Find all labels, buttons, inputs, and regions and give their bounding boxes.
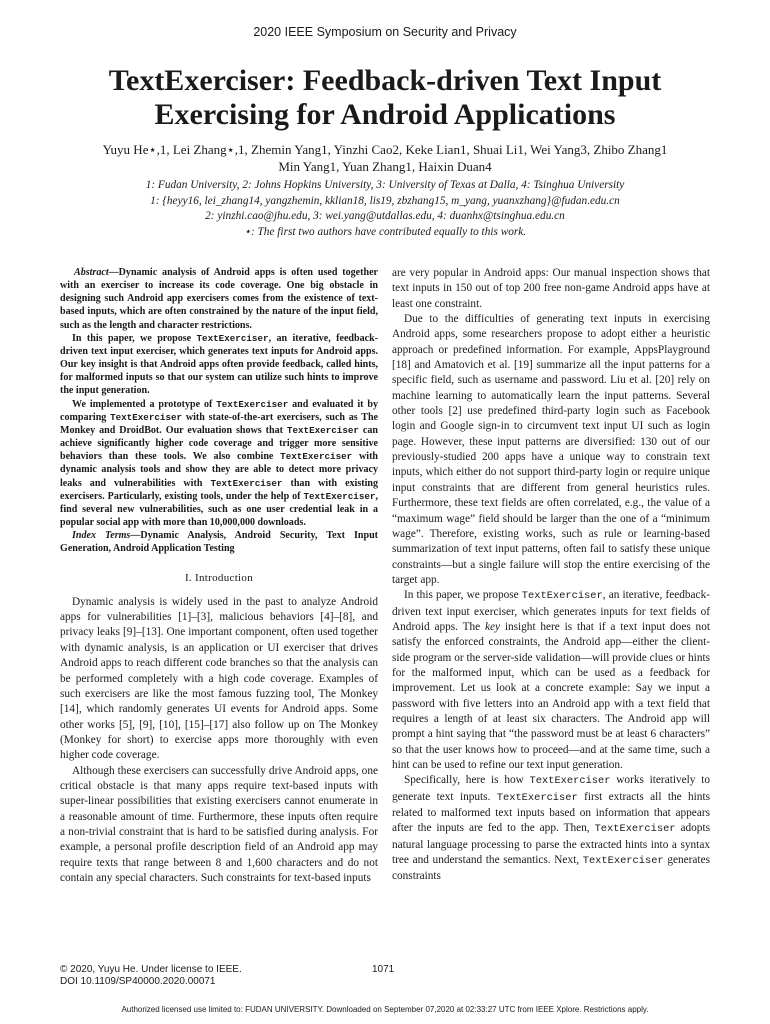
right-column [392,266,710,885]
section-heading-introduction: I. Introduction [184,572,254,585]
intro-paragraph-2-continued: are very popular in Android apps: Our manual inspection shows that text inputs in 150 out of top 200 free non-game Android apps have at least one constraint. [392,267,710,310]
tool-name: TextExerciser [594,823,676,836]
abstract-paragraph-1: Abstract—Dynamic analysis of Android apps is often used together with an exerciser to increase its code coverage. One big obstacle in designing such Android app exercisers comes from the existence of text-based inputs, which are often constrained by the nature of the input field, such as the length and character restrictions. [60,267,378,331]
footer-copyright [60,964,242,988]
affiliation-line-1: 1: Fudan University, 2: Johns Hopkins University, 3: University of Texas at Dalla, 4: Tsinghua University [145,179,625,191]
intro-paragraph-2: Although these exercisers can successfully drive Android apps, one critical obstacle is that many apps require text-based inputs with super-linear possibilities that existing exercisers cannot enumerate in a reasonable amount of time. Furthermore, these inputs often require a non-trivial constraint that is hard to be satisfied during analysis. For example, a personal profile description field of an Android app may require texts that range between 8 and 1,600 characters and do not contain any special characters. Such constraints for text-based inputs [60,764,378,884]
tool-name: TextExerciser [210,477,283,489]
intro-paragraph-5: Specifically, here is how TextExerciser works iteratively to generate text inputs. TextExerciser first extracts all the hints related to malformed text inputs based on information that appears after the inputs are fed to the app. Then, TextExerciser adopts natural language processing to parse the extracted hints into a syntax tree and understand the semantics. Next, TextExerciser generates constraints [392,774,710,883]
intro-paragraph-4: In this paper, we propose TextExerciser, an iterative, feedback-driven text input exerciser, which generates inputs for text fields of Android apps. The key insight here is that if a text input does not satisfy the enforced constraints, the Android app—either the client-side program or the server-side validation—will provide clues or hints for the malformed input, which can be used as a feedback for improvement. Let us look at a concrete example: Say we input a password with five letters into an Android app with a text field that requires a length of at least six characters. The Android app will prompt a hint saying that “the password must be at least 6 characters” so that the user knows how to proceed—and at the same time, such a hint can be used to refine our text input generation. [392,589,710,771]
venue-header: 2020 IEEE Symposium on Security and Privacy [253,25,517,39]
page-number: 1071 [372,964,395,975]
abstract [60,266,378,555]
tool-name: TextExerciser [280,451,353,463]
intro-body-left [60,595,378,887]
doi-line: DOI 10.1109/SP40000.2020.00071 [60,976,216,987]
tool-name: TextExerciser [582,855,664,868]
copyright-line: © 2020, Yuyu He. Under license to IEEE. [60,964,242,975]
left-column [60,266,378,886]
affiliation-line-3: 2: yinzhi.cao@jhu.edu, 3: wei.yang@utdallas.edu, 4: duanhx@tsinghua.edu.cn [205,210,565,223]
author-list [60,141,710,175]
license-notice: Authorized licensed use limited to: FUDAN UNIVERSITY. Downloaded on September 07,2020 at 02:33:27 UTC from IEEE Xplore. Restrictions apply. [121,1005,649,1014]
tool-name: TextExerciser [216,398,289,410]
intro-paragraph-3: Due to the difficulties of generating text inputs in exercising Android apps, some researchers propose to adopt either a heuristic approach or predefined information. For example, AppsPlayground [18] and Amatovich et al. [19] summarize all the input patterns for a specific field, such as username and password. Liu et al. [20] rely on machine learning to automatically learn the input patterns. Several other tools [2] use predefined third-party login such as Facebook login and Google sign-in to circumvent text input UI such as login page. However, these input patterns are diversified: 130 out of our previously-studied 200 apps have a unique way to constrain text inputs, which either do not support third-party login or require unique input constraints that are different from general heuristics rules. Furthermore, these text fields are often correlated, e.g., the value of a “maximum wage” field should be larger than the one of a “minimum wage”. Therefore, existing works, such as rule or learning-based summarization of text input patterns, often fail to satisfy these unique constraints—but a single failure will stop the entire exercising of the target app. [392,313,710,586]
authors-line-2: Min Yang1, Yuan Zhang1, Haixin Duan4 [278,159,492,174]
tool-name: TextExerciser [496,791,578,804]
equal-contribution-note: ⋆: The first two authors have contributed equally to this work. [243,225,527,238]
abstract-paragraph-2: In this paper, we propose TextExerciser, an iterative, feedback-driven text input exerciser, which generates text inputs for Android apps. Our key insight is that Android apps often provide feedback, called hints, for malformed inputs so that our system can utilize such hints to improve the input generation. [60,332,378,397]
paper-title [40,64,730,132]
title-line-2: Exercising for Android Applications [154,98,616,131]
tool-name: TextExerciser [286,424,359,436]
abstract-label: Abstract [74,267,109,278]
affiliation-line-2: 1: {heyy16, lei_zhang14, yangzhemin, kklian18, lis19, zbzhang15, m_yang, yuanxzhang}@fudan.edu.cn [150,194,620,207]
authors-line-1: Yuyu He⋆,1, Lei Zhang⋆,1, Zhemin Yang1, Yinzhi Cao2, Keke Lian1, Shuai Li1, Wei Yang3, Zhibo Zhang1 [102,142,668,157]
key-emphasis: key [484,620,501,633]
intro-paragraph-1: Dynamic analysis is widely used in the past to analyze Android apps for vulnerabilities [1]–[3], malicious behaviors [4]–[8], and privacy leaks [9]–[13]. One important component, often used together with dynamic analysis, is an application or UI exerciser that drives Android apps to reach different code branches so that the analysis can be performed completely with a high code coverage. Examples of such exercisers are like the most famous fuzzing tool, The Monkey [14], which randomly generates UI events for Android apps. Some other works [5], [9], [10], [15]–[17] also follow up on The Monkey (Monkey for short) to exercise apps more thoroughly with even higher code coverage. [60,595,378,762]
tool-name: TextExerciser [303,490,376,502]
tool-name: TextExerciser [521,590,603,603]
affiliations [40,178,730,240]
tool-name: TextExerciser [529,775,611,788]
title-line-1: TextExerciser: Feedback-driven Text Input [108,64,662,97]
tool-name: TextExerciser [196,332,269,344]
index-terms-label: Index Terms [72,530,131,542]
index-terms: Index Terms—Dynamic Analysis, Android Security, Text Input Generation, Android Application Testing [60,530,378,555]
abstract-paragraph-3: We implemented a prototype of TextExerciser and evaluated it by comparing TextExerciser with state-of-the-art exercisers, such as The Monkey and DroidBot. Our evaluation shows that TextExerciser can achieve significantly higher code coverage and trigger more sensitive behaviors than these tools. We also combine TextExerciser with dynamic analysis tools and show they are able to detect more privacy leaks and vulnerabilities with TextExerciser than with existing exercisers. Particularly, existing tools, under the help of TextExerciser, find several new vulnerabilities, such as one user credential leak in a popular social app with more than 10,000,000 downloads. [60,398,378,528]
tool-name: TextExerciser [110,411,183,423]
